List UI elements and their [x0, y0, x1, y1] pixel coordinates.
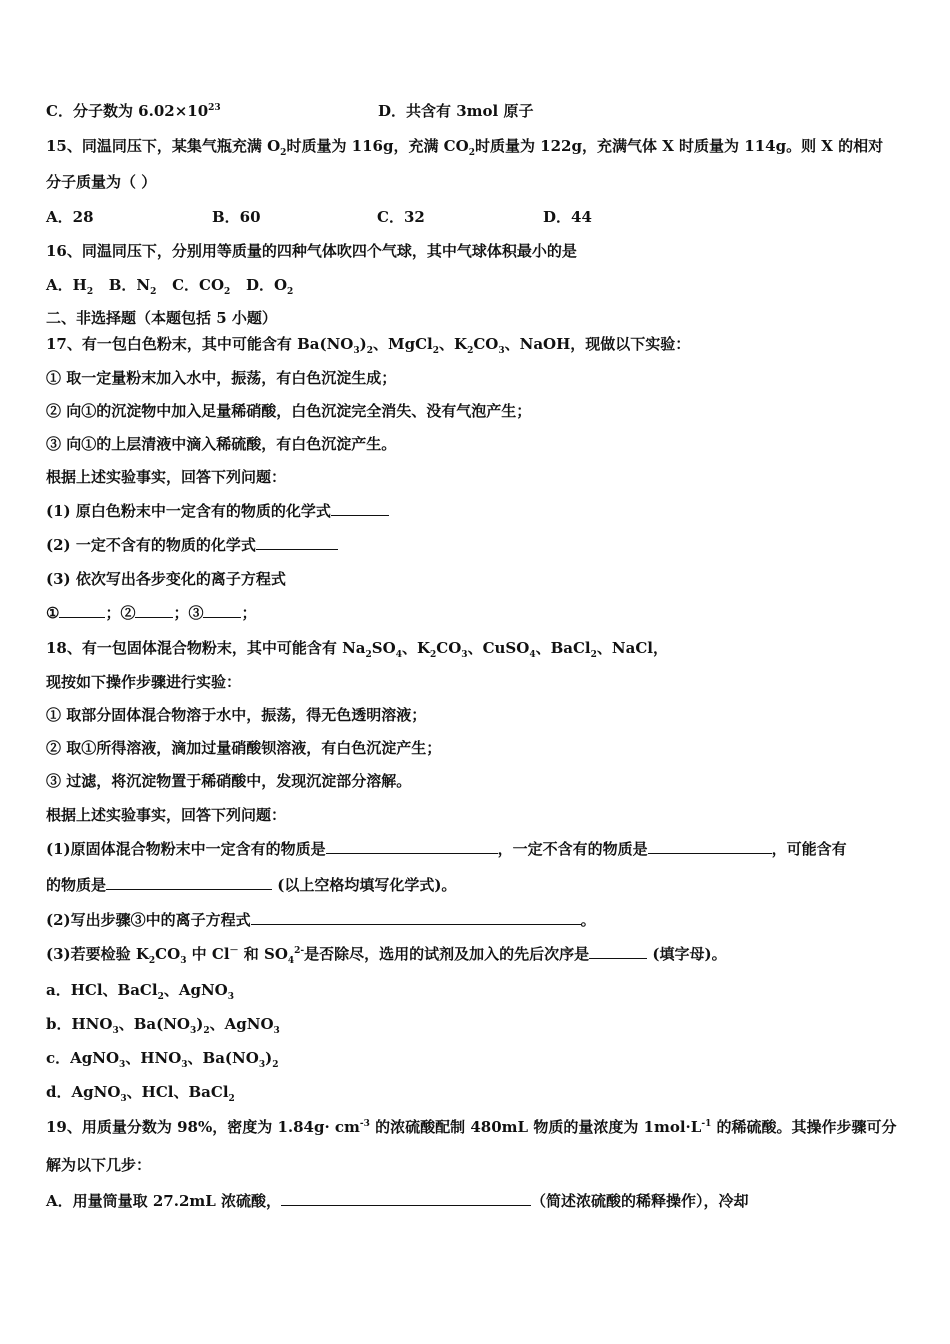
q16-option-b: B．$N_2$	[108, 276, 157, 297]
q17-part-1: (1) 原白色粉末中一定含有的物质的化学式	[46, 501, 910, 521]
answer-blank[interactable]	[59, 603, 105, 618]
q17-part-3-blanks: ① ；② ；③ ；	[46, 604, 257, 622]
answer-blank[interactable]	[256, 535, 338, 550]
answer-blank[interactable]	[589, 944, 647, 959]
q16-stem: 16、同温同压下，分别用等质量的四种气体吹四个气球，其中气球体积最小的是	[46, 242, 577, 260]
q18-option-a: a．HCl、BaCl$_2$、AgNO$_3$	[46, 981, 235, 1002]
answer-blank[interactable]	[203, 603, 241, 618]
q18-option-d: d．AgNO$_3$、HCl、BaCl$_2$	[46, 1083, 235, 1104]
section-heading: 二、非选择题（本题包括 5 小题）	[46, 309, 277, 327]
answer-blank[interactable]	[281, 1191, 531, 1206]
q18-step-2: ② 取①所得溶液，滴加过量硝酸钡溶液，有白色沉淀产生；	[46, 739, 442, 757]
q18-part-1-cont: 的物质是 (以上空格均填写化学式)。	[46, 876, 457, 894]
q18-option-b: b．$HNO_3$、$Ba(NO_3)_2$、AgNO$_3$	[46, 1015, 280, 1036]
q17-ask: 根据上述实验事实，回答下列问题：	[46, 468, 287, 486]
q18-step-3: ③ 过滤，将沉淀物置于稀硝酸中，发现沉淀部分溶解。	[46, 772, 412, 790]
q15-stem-line2: 分子质量为（ ）	[46, 173, 157, 191]
q19-stem-line1: 19、用质量分数为 98%，密度为 $1.84g\cdot cm^{-3}$ 的浓硫酸配制 480mL 物质的量浓度为 $1mol\cdot L^{-1}$ 的稀硫酸。其操作步骤可分	[46, 1118, 897, 1136]
q18-part-2: (2)写出步骤③中的离子方程式 。	[46, 911, 596, 929]
q17-part-3: (3) 依次写出各步变化的离子方程式	[46, 570, 286, 588]
q17-stem: 17、有一包白色粉末，其中可能含有 $Ba(NO_3)_2$、MgCl$_2$、$K_2CO_3$、NaOH，现做以下实验：	[46, 335, 691, 356]
answer-blank[interactable]	[331, 501, 389, 516]
q17-step-2: ② 向①的沉淀物中加入足量稀硝酸，白色沉淀完全消失、没有气泡产生；	[46, 402, 532, 420]
q18-stem: 18、有一包固体混合物粉末，其中可能含有 $Na_2SO_4$、$K_2CO_3$、CuSO$_4$、BaCl$_2$、NaCl，	[46, 639, 668, 660]
q15-stem-line1: 15、同温同压下，某集气瓶充满 $O_2$时质量为 116g，充满 $CO_2$时质量为 122g，充满气体 X 时质量为 114g。则 X 的相对	[46, 137, 884, 158]
answer-blank[interactable]	[251, 910, 581, 925]
q18-option-c: c．AgNO$_3$、$HNO_3$、$Ba(NO_3)_2$	[46, 1049, 279, 1070]
q17-part-2: (2) 一定不含有的物质的化学式	[46, 535, 910, 555]
q16-option-c: C．$CO_2$	[172, 276, 231, 297]
q15-option-b: B．60	[212, 208, 261, 226]
q18-intro: 现按如下操作步骤进行实验：	[46, 673, 242, 691]
q14-option-d: D．共含有 3mol 原子	[378, 102, 534, 120]
answer-blank[interactable]	[326, 839, 498, 854]
q15-option-c: C．32	[377, 208, 425, 226]
q18-part-1: (1)原固体混合物粉末中一定含有的物质是 ，一定不含有的物质是 ，可能含有	[46, 840, 847, 858]
q19-stem-line2: 解为以下几步：	[46, 1156, 152, 1174]
q14-option-c: C．分子数为 $6.02\times 10^{23}$	[46, 102, 221, 120]
q19-step-a: A．用量筒量取 27.2mL 浓硫酸， （简述浓硫酸的稀释操作），冷却	[46, 1192, 749, 1210]
q18-part-3: (3)若要检验 $K_2CO_3$ 中 Cl－ 和 $SO_4^{2-}$是否除尽，选用的试剂及加入的先后次序是 (填字母)。	[46, 945, 727, 966]
q18-ask: 根据上述实验事实，回答下列问题：	[46, 806, 287, 824]
q16-options	[46, 275, 910, 295]
q16-option-d: D．$O_2$	[245, 276, 294, 297]
q17-step-1: ① 取一定量粉末加入水中，振荡，有白色沉淀生成；	[46, 369, 397, 387]
answer-blank[interactable]	[648, 839, 772, 854]
answer-blank[interactable]	[135, 603, 173, 618]
q18-step-1: ① 取部分固体混合物溶于水中，振荡，得无色透明溶液；	[46, 706, 427, 724]
q17-step-3: ③ 向①的上层清液中滴入稀硫酸，有白色沉淀产生。	[46, 435, 397, 453]
q16-option-a: A．$H_2$	[46, 276, 94, 297]
answer-blank[interactable]	[106, 875, 272, 890]
q15-option-d: D．44	[543, 208, 592, 226]
q15-option-a: A．28	[46, 208, 94, 226]
